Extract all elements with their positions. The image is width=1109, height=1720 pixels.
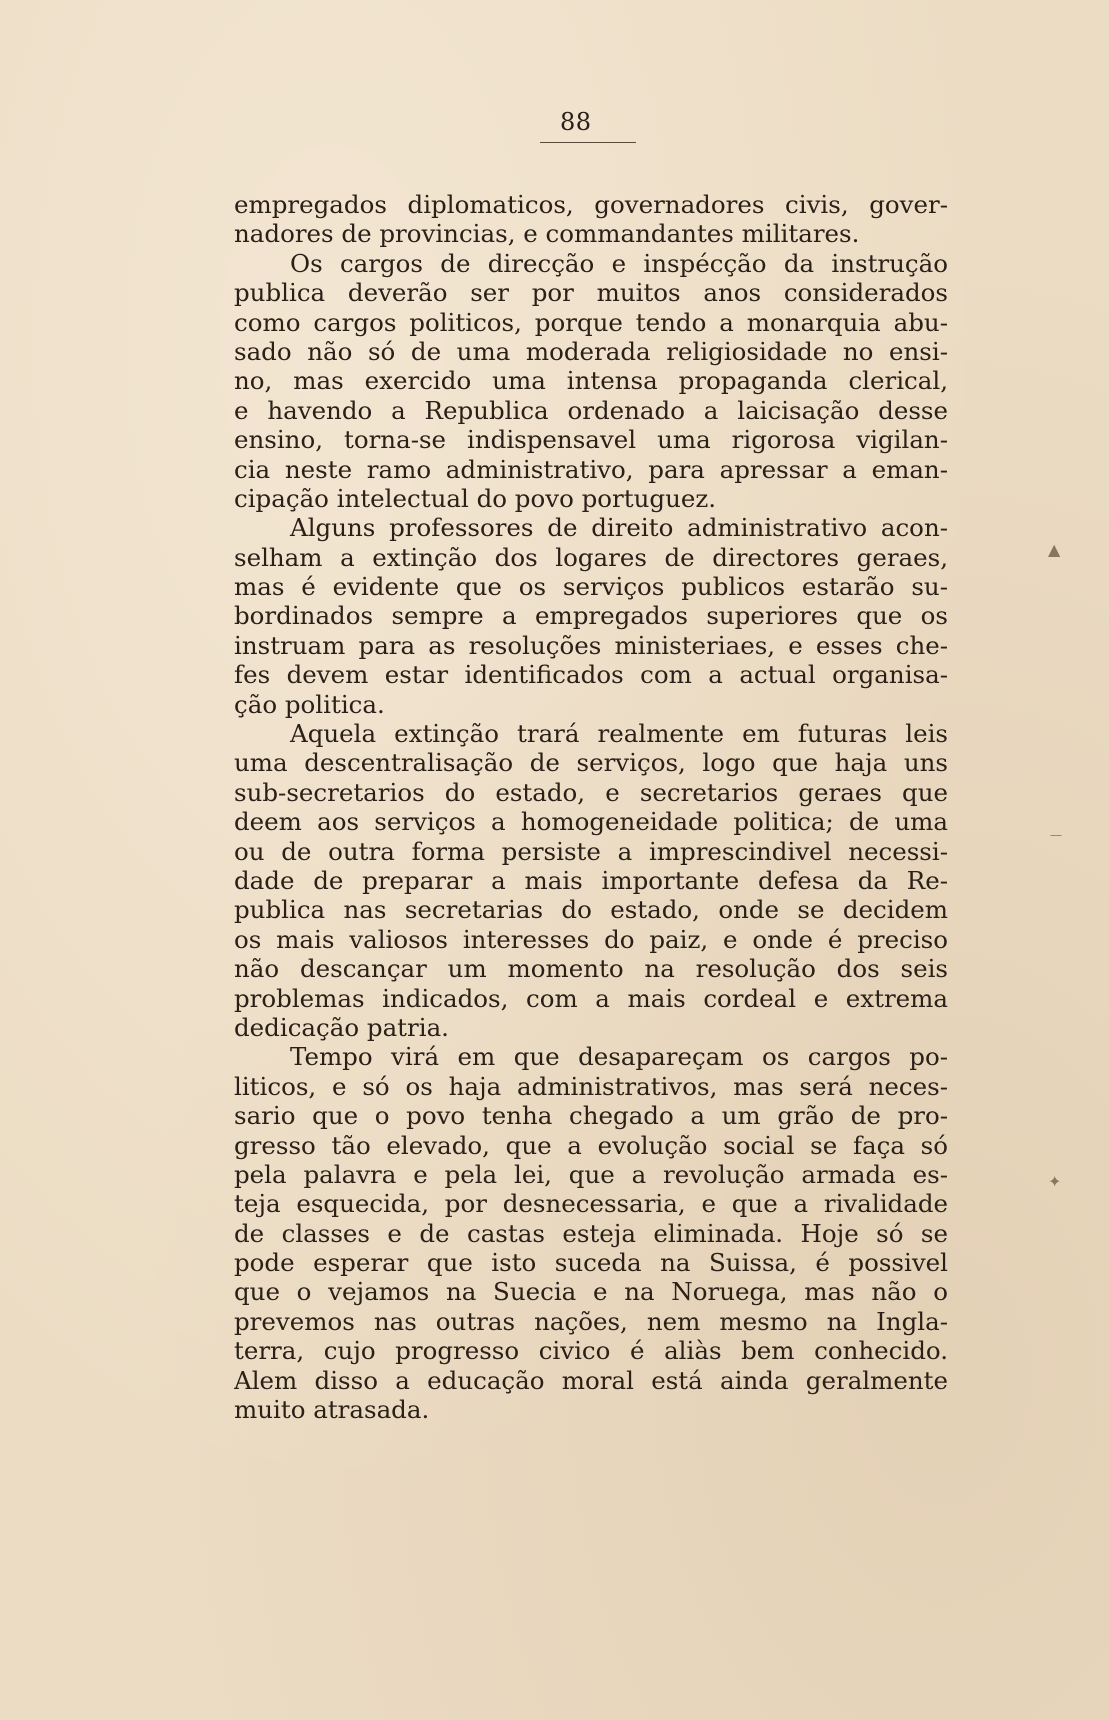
text-line: empregados diplomaticos, governadores civis, gover- — [234, 190, 948, 219]
text-line: selham a extinção dos logares de directores geraes, — [234, 542, 948, 572]
text-line: publica nas secretarias do estado, onde se decidem — [234, 895, 948, 925]
text-line: pode esperar que isto suceda na Suissa, é possivel — [234, 1248, 948, 1278]
text-line: Aquela extinção trará realmente em futuras leis — [290, 719, 948, 749]
text-line: os mais valiosos interesses do paiz, e onde é preciso — [234, 924, 948, 954]
page-number: 88 — [560, 108, 592, 136]
text-line: pela palavra e pela lei, que a revolução armada es- — [234, 1159, 948, 1189]
text-line: e havendo a Republica ordenado a laicisação desse — [234, 395, 948, 425]
text-line: mas é evidente que os serviços publicos estarão su- — [234, 572, 948, 602]
margin-smudge: — — [1050, 828, 1062, 842]
text-line: teja esquecida, por desnecessaria, e que a rivalidade — [234, 1189, 948, 1219]
text-line: não descançar um momento na resolução dos seis — [234, 954, 948, 984]
text-line: no, mas exercido uma intensa propaganda clerical, — [234, 366, 948, 396]
text-line: bordinados sempre a empregados superiores que os — [234, 601, 948, 631]
page-number-rule — [540, 142, 636, 143]
text-line: Alguns professores de direito administrativo acon- — [290, 513, 948, 543]
text-line: Alem disso a educação moral está ainda geralmente — [234, 1365, 948, 1395]
text-line: sub-secretarios do estado, e secretarios geraes que — [234, 777, 948, 807]
text-line: Tempo virá em que desapareçam os cargos po- — [290, 1042, 948, 1072]
text-line: sario que o povo tenha chegado a um grão de pro- — [234, 1101, 948, 1131]
text-line: dade de preparar a mais importante defesa da Re- — [234, 865, 948, 895]
body-text — [234, 190, 948, 1424]
text-line: problemas indicados, com a mais cordeal e extrema — [234, 983, 948, 1013]
text-line: publica deverão ser por muitos anos considerados — [234, 278, 948, 308]
margin-smudge: ✦ — [1048, 1172, 1062, 1191]
text-line: ção politica. — [234, 689, 385, 719]
text-line: muito atrasada. — [234, 1395, 430, 1425]
text-line: nadores de provincias, e commandantes militares. — [234, 219, 860, 249]
text-line: instruam para as resoluções ministeriaes, e esses che- — [234, 630, 948, 660]
text-line: sado não só de uma moderada religiosidade no ensi- — [234, 336, 948, 366]
margin-smudge: ▲ — [1048, 540, 1061, 559]
text-line: dedicação patria. — [234, 1012, 449, 1042]
text-line: cia neste ramo administrativo, para apressar a eman- — [234, 454, 948, 484]
text-line: liticos, e só os haja administrativos, mas será neces- — [234, 1071, 948, 1101]
text-line: gresso tão elevado, que a evolução social se faça só — [234, 1130, 948, 1160]
text-line: como cargos politicos, porque tendo a monarquia abu- — [234, 307, 948, 337]
text-line: Os cargos de direcção e inspécção da instrução — [290, 248, 948, 278]
text-line: fes devem estar identificados com a actual organisa- — [234, 660, 948, 690]
text-line: prevemos nas outras nações, nem mesmo na Ingla- — [234, 1306, 948, 1336]
text-line: uma descentralisação de serviços, logo que haja uns — [234, 748, 948, 778]
text-line: ensino, torna-se indispensavel uma rigorosa vigilan- — [234, 425, 948, 455]
text-line: de classes e de castas esteja eliminada. Hoje só se — [234, 1218, 948, 1248]
text-line: ou de outra forma persiste a imprescindivel necessi- — [234, 836, 948, 866]
text-line: terra, cujo progresso civico é aliàs bem conhecido. — [234, 1336, 948, 1366]
text-line: que o vejamos na Suecia e na Noruega, mas não o — [234, 1277, 948, 1307]
text-line: cipação intelectual do povo portuguez. — [234, 483, 717, 513]
text-line: deem aos serviços a homogeneidade politica; de uma — [234, 807, 948, 837]
